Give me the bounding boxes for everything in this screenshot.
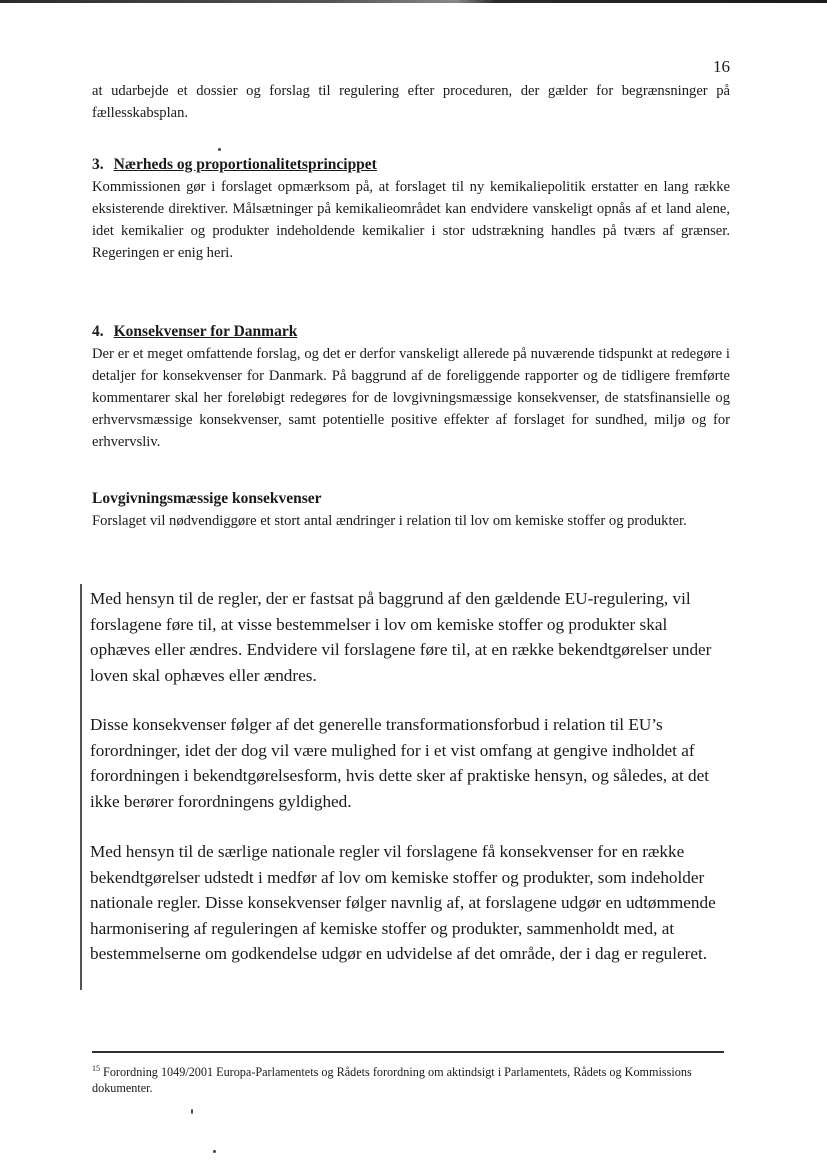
inserted-paragraph-2-block (90, 712, 716, 814)
section-3 (92, 154, 730, 264)
legislative-consequences (92, 488, 730, 532)
inserted-paragraph-3-block (90, 839, 716, 967)
scan-top-edge (0, 0, 827, 3)
scan-speck (191, 1109, 193, 1114)
section-3-title: Nærheds og proportionalitetsprincippet (113, 156, 377, 173)
inserted-text-margin-bar (80, 584, 82, 990)
footnote-text: Forordning 1049/2001 Europa-Parlamentets og Rådets forordning om aktindsigt i Parlamentets, Rådets og Kommissions dokumenter. (92, 1065, 692, 1096)
section-4-heading (92, 321, 730, 343)
intro-paragraph-block (92, 80, 730, 124)
section-3-body: Kommissionen gør i forslaget opmærksom på, at forslaget til ny kemikaliepolitik erstatter en lang række eksisterende direktiver. Målsætninger på kemikalieområdet kan endvidere vanskeligt opnås af et land alene, idet kemikalier og produkter indeholdende kemikalier i stor udstrækning handles på tværs af grænser. Regeringen er enig heri. (92, 179, 730, 261)
legislative-body: Forslaget vil nødvendiggøre et stort antal ændringer i relation til lov om kemiske stoffer og produkter. (92, 513, 687, 529)
scan-speck (218, 148, 221, 151)
inserted-paragraph-1: Med hensyn til de regler, der er fastsat på baggrund af den gældende EU-regulering, vil forslagene føre til, at visse bestemmelser i lov om kemiske stoffer og produkter skal ophæves eller ændres. Endvidere vil forslagene føre til, at en række bekendtgørelser under loven skal ophæves eller ændres. (90, 589, 712, 685)
inserted-paragraph-3: Med hensyn til de særlige nationale regler vil forslagene få konsekvenser for en række bekendtgørelser udstedt i medfør af lov om kemiske stoffer og produkter, som indeholder nationale regler. Disse konsekvenser følger navnlig af, at forslagene udgør en udtømmende harmonisering af reguleringen af kemiske stoffer og produkter, sammenholdt med, at bestemmelserne om godkendelse udgør en udvidelse af det område, der i dag er reguleret. (90, 842, 716, 964)
scan-speck (213, 1150, 216, 1153)
section-4-number: 4. (92, 323, 104, 340)
inserted-paragraph-2: Disse konsekvenser følger af det generelle transformationsforbud i relation til EU’s forordninger, idet der dog vil være mulighed for i et vist omfang at gengive indholdet af forordningen i bekendtgørelsesform, hvis dette sker af praktiske hensyn, og således, at det ikke berører forordningens gyldighed. (90, 715, 710, 811)
footnote-separator (92, 1051, 724, 1053)
section-4-title: Konsekvenser for Danmark (113, 323, 298, 340)
page-number: 16 (713, 57, 730, 76)
footnote-marker: 15 (92, 1064, 100, 1073)
section-3-number: 3. (92, 156, 104, 173)
intro-paragraph: at udarbejde et dossier og forslag til regulering efter proceduren, der gælder for begrænsninger på fællesskabsplan. (92, 83, 730, 121)
section-4 (92, 321, 730, 453)
inserted-paragraph-1-block (90, 586, 716, 688)
legislative-heading: Lovgivningsmæssige konsekvenser (92, 490, 322, 507)
section-3-heading (92, 154, 730, 176)
section-4-body: Der er et meget omfattende forslag, og det er derfor vanskeligt allerede på nuværende tidspunkt at redegøre i detaljer for konsekvenser for Danmark. På baggrund af de foreliggende rapporter og de tidligere fremførte kommentarer skal her foreløbigt redegøres for de lovgivningsmæssige konsekvenser, de statsfinansielle og erhvervsmæssige konsekvenser, samt potentielle positive effekter af forslaget for sundhed, miljø og for erhvervsliv. (92, 346, 730, 450)
footnote (92, 1061, 724, 1096)
